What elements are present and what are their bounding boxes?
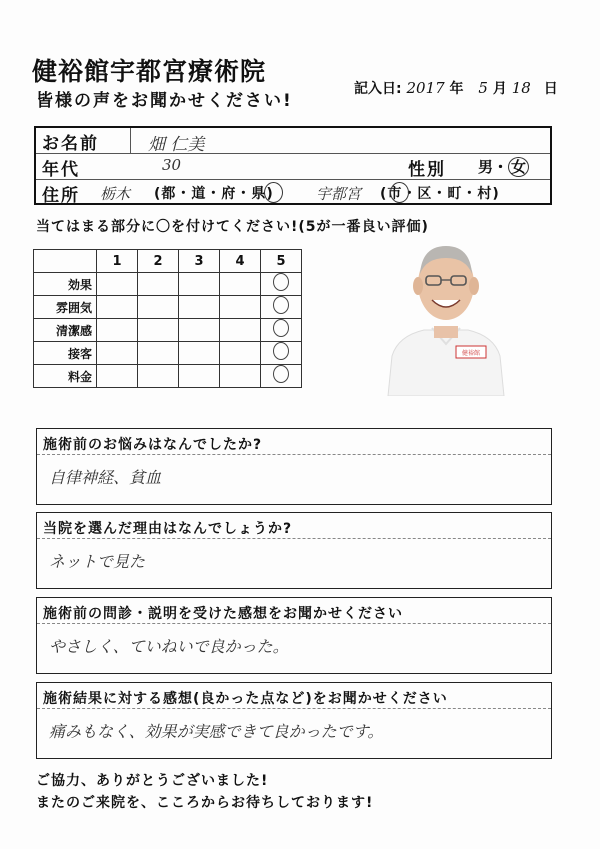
clinic-title: 健裕館宇都宮療術院 — [32, 57, 267, 86]
rating-row-label: 料金 — [34, 365, 97, 388]
rating-cell[interactable] — [220, 365, 261, 388]
age-row — [36, 154, 550, 179]
rating-cell[interactable] — [97, 273, 138, 296]
rating-cell-selected[interactable] — [261, 342, 302, 365]
rating-cell-selected[interactable] — [261, 365, 302, 388]
rating-row-label: 雰囲気 — [34, 296, 97, 319]
age-label: 年代 — [42, 160, 80, 180]
name-row — [36, 128, 550, 153]
rating-cell[interactable] — [97, 296, 138, 319]
date-month: 5 — [478, 79, 488, 97]
question-text: 当院を選んだ理由はなんでしょうか? — [43, 521, 293, 537]
circle-mark-icon — [273, 296, 289, 314]
survey-subtitle: 皆様の声をお聞かせください! — [36, 91, 293, 111]
question-box-reason — [36, 512, 552, 589]
prefecture-circle-mark — [264, 182, 283, 203]
date-label: 記入日: — [354, 81, 402, 97]
rating-cell-selected[interactable] — [261, 273, 302, 296]
rating-col-3: 3 — [179, 250, 220, 273]
gender-male[interactable]: 男 — [478, 158, 494, 176]
rating-col-1: 1 — [97, 250, 138, 273]
address-label: 住所 — [42, 186, 80, 206]
question-text: 施術前の問診・説明を受けた感想をお聞かせください — [43, 606, 403, 622]
rating-cell[interactable] — [179, 296, 220, 319]
entry-date — [354, 78, 558, 98]
name-label: お名前 — [42, 134, 99, 154]
circle-mark-icon — [273, 319, 289, 337]
circle-mark-icon — [273, 365, 289, 383]
rating-col-4: 4 — [220, 250, 261, 273]
rating-row-label: 効果 — [34, 273, 97, 296]
rating-corner-cell — [34, 250, 97, 273]
prefecture-value[interactable]: 栃木 — [100, 185, 131, 203]
city-circle-mark — [390, 182, 409, 203]
closing-thanks: ご協力、ありがとうございました! — [36, 773, 269, 789]
rating-instruction: 当てはまる部分に〇を付けてください!(5が一番良い評価) — [36, 219, 429, 235]
rating-cell[interactable] — [97, 319, 138, 342]
rating-cell[interactable] — [138, 342, 179, 365]
rating-cell[interactable] — [179, 273, 220, 296]
circle-mark-icon — [273, 273, 289, 291]
rating-cell[interactable] — [138, 296, 179, 319]
rating-cell[interactable] — [220, 342, 261, 365]
rating-cell[interactable] — [138, 319, 179, 342]
practitioner-photo — [384, 236, 508, 396]
rating-cell[interactable] — [220, 273, 261, 296]
answer-text[interactable]: 痛みもなく、効果が実感できて良かったです。 — [49, 722, 384, 741]
name-value[interactable]: 畑 仁美 — [148, 135, 205, 155]
rating-row-label: 接客 — [34, 342, 97, 365]
month-unit: 月 — [492, 81, 507, 97]
city-value[interactable]: 宇都宮 — [316, 185, 362, 203]
question-box-consultation — [36, 597, 552, 674]
rating-cell[interactable] — [220, 296, 261, 319]
rating-cell[interactable] — [138, 273, 179, 296]
date-day: 18 — [511, 79, 531, 97]
rating-cell[interactable] — [138, 365, 179, 388]
gender-label: 性別 — [408, 160, 446, 180]
rating-col-2: 2 — [138, 250, 179, 273]
rating-cell[interactable] — [220, 319, 261, 342]
answer-text[interactable]: やさしく、ていねいで良かった。 — [49, 637, 289, 656]
question-text: 施術結果に対する感想(良かった点など)をお聞かせください — [43, 691, 448, 707]
rating-header-row — [34, 250, 302, 273]
year-unit: 年 — [449, 81, 464, 97]
rating-row-cleanliness — [34, 319, 302, 342]
rating-cell[interactable] — [179, 319, 220, 342]
question-text: 施術前のお悩みはなんでしたか? — [43, 437, 263, 453]
day-unit: 日 — [543, 81, 558, 97]
rating-row-price — [34, 365, 302, 388]
gender-options — [478, 156, 529, 177]
rating-cell[interactable] — [97, 342, 138, 365]
photo-badge: 健裕館 — [461, 350, 481, 357]
address-row — [36, 180, 550, 205]
question-box-result — [36, 682, 552, 759]
rating-row-label: 清潔感 — [34, 319, 97, 342]
city-options: (市・区・町・村) — [380, 186, 500, 202]
gender-female-circled[interactable]: 女 — [508, 157, 529, 177]
gender-separator: ・ — [493, 158, 509, 176]
rating-table — [33, 249, 302, 388]
rating-cell[interactable] — [179, 342, 220, 365]
date-year: 2017 — [406, 79, 445, 97]
rating-cell-selected[interactable] — [261, 319, 302, 342]
question-box-concern — [36, 428, 552, 505]
rating-col-5: 5 — [261, 250, 302, 273]
prefecture-options: (都・道・府・県) — [154, 186, 274, 202]
age-value[interactable]: 30 — [162, 156, 182, 174]
rating-row-service — [34, 342, 302, 365]
rating-cell[interactable] — [179, 365, 220, 388]
rating-row-effect — [34, 273, 302, 296]
rating-cell[interactable] — [97, 365, 138, 388]
answer-text[interactable]: 自律神経、貧血 — [49, 468, 162, 487]
personal-info-box — [34, 126, 552, 205]
closing-message: またのご来院を、こころからお待ちしております! — [36, 795, 374, 811]
rating-cell-selected[interactable] — [261, 296, 302, 319]
answer-text[interactable]: ネットで見た — [49, 552, 146, 571]
circle-mark-icon — [273, 342, 289, 360]
rating-row-atmosphere — [34, 296, 302, 319]
